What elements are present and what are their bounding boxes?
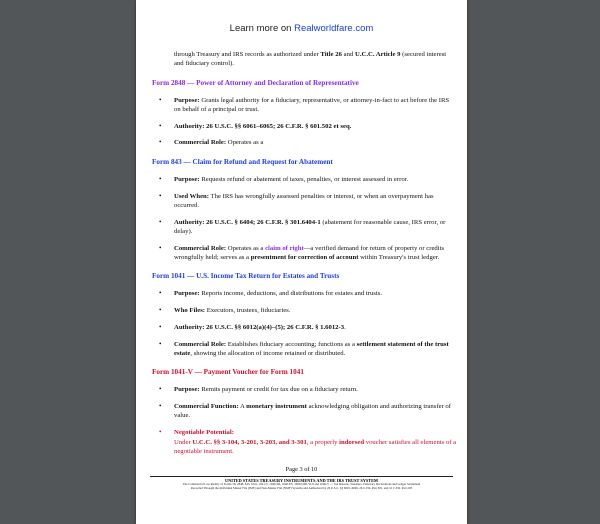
section-title-form-1041: Form 1041 — U.S. Income Tax Return for Estates and Trusts — [152, 272, 340, 281]
item-text: , a properly — [306, 438, 340, 446]
item-label: Commercial Role: — [174, 139, 227, 147]
item-text: . — [344, 323, 346, 331]
bullet-icon: • — [159, 428, 162, 437]
bullet-icon: • — [159, 174, 162, 183]
list-item — [152, 340, 457, 359]
intro-text: through Treasury and IRS records as authorized under — [174, 51, 321, 58]
item-text: Operates as a — [226, 244, 266, 252]
item-label: Commercial Role: — [174, 244, 227, 252]
form-843-list — [152, 175, 457, 263]
item-label: Authority: 26 U.S.C. §§ 6061–6065; 26 C.F.R. § 601.502 et seq. — [174, 122, 352, 130]
intro-bold: U.C.C. Article 9 — [354, 51, 401, 58]
list-item — [152, 323, 457, 332]
banner-prefix: Learn more on — [229, 23, 295, 34]
item-text: Executors, trustees, fiduciaries. — [205, 307, 291, 315]
item-text: Grants legal authority for a fiduciary, representative, or attorney-in-fact to act before the IRS on behalf of a principal or trust. — [174, 96, 450, 113]
list-item — [152, 192, 457, 211]
document-content — [152, 50, 457, 464]
item-label: Used When: — [174, 192, 209, 200]
bullet-icon: • — [159, 217, 162, 226]
item-label: Commercial Function: — [174, 403, 239, 411]
item-text: , showing the allocation of income retained or distributed. — [190, 350, 346, 358]
footer-subtitle: The Commercial Law Reality of Forms 56, 2848, 843, 1041, 1041-V, 1040-SR, 1040-ES, 1099-OID, W-9 and 1040-V — Tax Returns, Vouchers, Fiduciary Declarations and Ledger Settlement — [182, 482, 421, 486]
bullet-icon: • — [159, 95, 162, 104]
form-1041-v-list — [152, 385, 457, 456]
item-label: Purpose: — [174, 175, 200, 183]
intro-text: and — [341, 51, 355, 58]
page-footer — [146, 466, 457, 491]
list-item — [152, 138, 457, 147]
bullet-icon: • — [159, 289, 162, 298]
form-2848-list — [152, 96, 457, 148]
item-bold: indorsed — [339, 438, 365, 446]
document-page — [136, 0, 467, 524]
section-title-form-2848: Form 2848 — Power of Attorney and Declaration of Representative — [152, 78, 359, 87]
bullet-icon: • — [159, 385, 162, 394]
list-item — [152, 122, 457, 131]
bullet-icon: • — [159, 402, 162, 411]
item-label: Negotiable Potential: — [174, 429, 234, 437]
highlight-text: claim of right — [265, 244, 304, 252]
item-text: A — [238, 403, 247, 411]
item-text: The IRS has wrongfully assessed penalties or interest, or when an overpayment has occurred. — [174, 192, 434, 209]
page-number: Page 3 of 10 — [285, 466, 318, 473]
section-title-form-1041-v: Form 1041-V — Payment Voucher for Form 1041 — [152, 368, 304, 377]
bullet-icon: • — [159, 339, 162, 348]
item-text: Reports income, deductions, and distributions for estates and trusts. — [199, 290, 383, 298]
item-text: Establishes fiduciary accounting; functions as a — [226, 340, 357, 348]
item-text: acknowledging obligation and authorizing transfer of value. — [174, 403, 452, 420]
intro-paragraph — [174, 50, 457, 69]
intro-text: (secured interest and fiduciary control). — [174, 51, 447, 68]
item-text: Under — [174, 438, 193, 446]
item-text: voucher satisfies all elements of a negotiable instrument. — [174, 438, 457, 455]
intro-bold: Title 26 — [320, 51, 342, 58]
banner-link[interactable]: Realworldfare.com — [294, 23, 374, 34]
item-bold: presentment for correction of account — [250, 254, 359, 262]
section-title-form-843: Form 843 — Claim for Refund and Request for Abatement — [152, 157, 333, 166]
footer-divider — [150, 476, 453, 477]
footer-title: UNITED STATES TREASURY INSTRUMENTS AND THE IRS TRUST SYSTEM — [225, 478, 378, 483]
item-text: Requests refund or abatement of taxes, penalties, or interest assessed in error. — [199, 175, 409, 183]
item-label: Authority: 26 U.S.C. §§ 6012(a)(4)–(5); 26 C.F.R. § 1.6012-3 — [174, 323, 345, 331]
footer-subtitle: Recorded Through the Individual Master File (IMF) and Non-Master File (NMF) Systems and Authorized by 26 U.S.C. §§ 6001–6049, 26 C.F.R. Part 301, and 31 C.F.R. Part 203 — [190, 485, 413, 490]
list-item — [152, 96, 457, 115]
item-label: Authority: 26 U.S.C. § 6404; 26 C.F.R. § 301.6404-1 — [174, 218, 321, 226]
item-text: —a verified demand for return of property or credits wrongfully held; serves as a — [174, 244, 445, 262]
list-item — [152, 385, 457, 394]
item-text: Operates as a — [226, 139, 264, 147]
item-label: Commercial Role: — [174, 340, 227, 348]
bullet-icon: • — [159, 138, 162, 147]
bullet-icon: • — [159, 322, 162, 331]
item-label: Purpose: — [174, 96, 200, 104]
list-item — [152, 428, 457, 456]
list-item — [152, 218, 457, 237]
item-label: Who Files: — [174, 307, 206, 315]
item-bold: U.C.C. §§ 3-104, 3-201, 3-203, and 3-301 — [192, 438, 307, 446]
list-item — [152, 175, 457, 184]
item-label: Purpose: — [174, 386, 200, 394]
bullet-icon: • — [159, 191, 162, 200]
item-text: Remits payment or credit for tax due on a fiduciary return. — [199, 386, 358, 394]
list-item — [152, 289, 457, 298]
bullet-icon: • — [159, 243, 162, 252]
item-text: within Treasury's trust ledger. — [358, 254, 440, 262]
item-text: (abatement for reasonable cause, IRS error, or delay). — [174, 218, 446, 235]
bullet-icon: • — [159, 306, 162, 315]
promo-banner — [136, 23, 467, 34]
form-1041-list — [152, 289, 457, 358]
item-label: Purpose: — [174, 290, 200, 298]
list-item — [152, 306, 457, 315]
list-item — [152, 244, 457, 263]
list-item — [152, 402, 457, 421]
item-bold: monetary instrument — [246, 403, 307, 411]
bullet-icon: • — [159, 121, 162, 130]
item-bold: settlement statement of the trust estate — [174, 340, 449, 358]
